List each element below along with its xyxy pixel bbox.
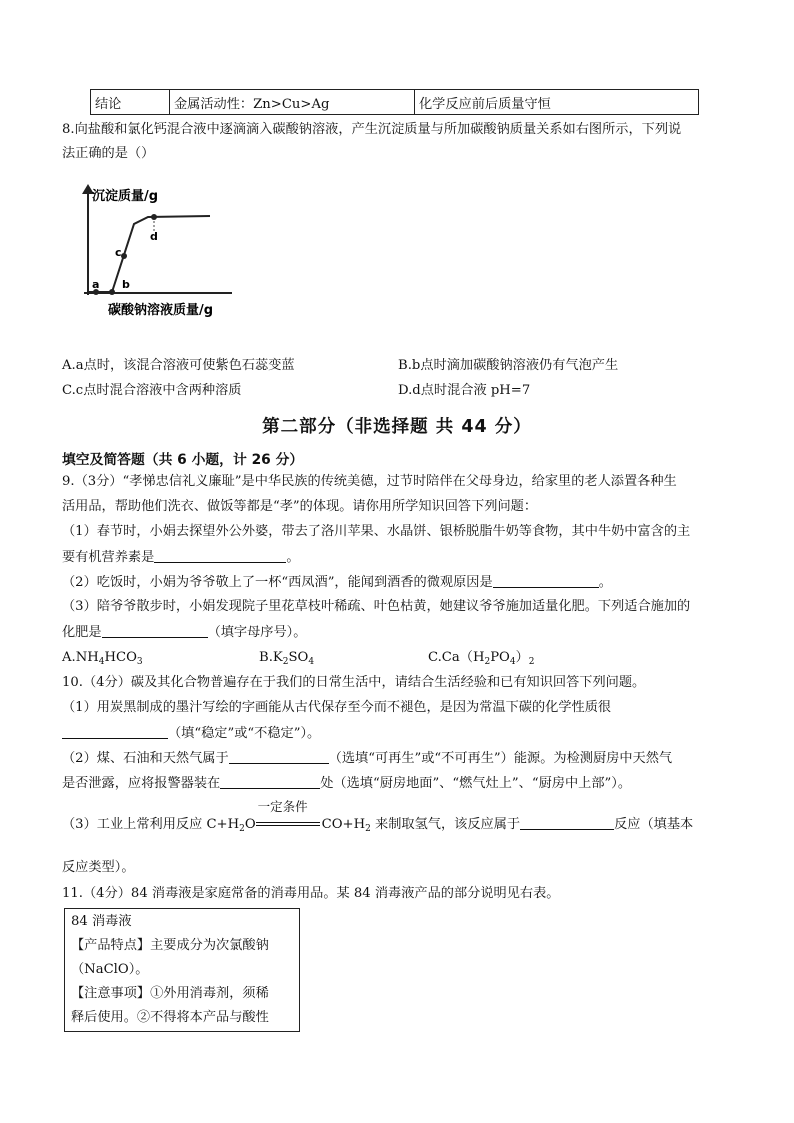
q9-line1: 9.（3分）“孝悌忠信礼义廉耻”是中华民族的传统美德，过节时陪伴在父母身边，给家里的老人添置各种生 [62,474,677,489]
point-label-c: c [115,246,122,259]
q9-part1-line2: 要有机营养素是 。 [62,550,300,565]
box-line: 【产品特点】主要成分为次氯酸钠 [71,938,269,953]
answer-blank[interactable] [220,774,320,789]
table-cell: 金属活动性：Zn>Cu>Ag [170,90,415,115]
q9-part3-line2: 化肥是 （填字母序号）。 [62,625,307,640]
x-axis-label: 碳酸钠溶液质量/g [108,303,214,318]
table-cell: 结论 [91,90,170,115]
series-line [88,216,210,292]
product-info-box [64,908,300,1032]
q10-part2-line1: （2）煤、石油和天然气属于 （选填“可再生”或“不可再生”）能源。为检测厨房中天然气 [62,751,673,766]
q8-stem-line1: 8.向盐酸和氯化钙混合液中逐滴滴入碳酸钠溶液，产生沉淀质量与所加碳酸钠质量关系如右图所示，下列说 [62,122,682,137]
answer-blank[interactable] [520,815,614,830]
section-subtitle: 填空及简答题（共 6 小题，计 26 分） [62,452,304,468]
table-row [91,90,699,115]
section-title: 第二部分（非选择题 共 44 分） [262,417,532,437]
point-label-a: a [92,278,100,291]
q10-part3: （3）工业上常利用反应 $C+H_2O$ 一定条件 $CO+H_2$ 来制取氢气，该反应属于 反应（填基本 [62,798,694,834]
q9-part3-line1: （3）陪爷爷散步时，小娟发现院子里花草枝叶稀疏、叶色枯黄，她建议爷爷施加适量化肥。下列适合施加的 [62,599,691,614]
q8-option-c: C.c点时混合溶液中含两种溶质 [62,383,242,398]
conclusion-table [90,89,699,115]
q11-line1: 11.（4分）84 消毒液是家庭常备的消毒用品。某 84 消毒液产品的部分说明见右表。 [62,886,560,901]
point-d [151,214,157,220]
y-axis-label: 沉淀质量/g [92,189,159,204]
answer-blank[interactable] [62,724,168,739]
q10-part3-line2: 反应类型）。 [62,860,135,875]
q9-option-a: $A.NH_4HCO_3$ [62,650,143,667]
answer-blank[interactable] [154,548,286,563]
q9-line2: 活用品，帮助他们洗衣、做饭等都是“孝”的体现。请你用所学知识回答下列问题： [62,499,538,514]
q8-option-d: D.d点时混合液 pH=7 [398,383,531,398]
point-label-b: b [122,278,130,291]
box-line: （NaClO）。 [71,962,149,977]
point-b [109,289,115,295]
q8-stem-line2: 法正确的是（） [62,146,155,161]
q10-line1: 10.（4分）碳及其化合物普遍存在于我们的日常生活中，请结合生活经验和已有知识回答下列问题。 [62,675,646,690]
precipitate-chart [70,180,260,320]
q8-option-b: B.b点时滴加碳酸钠溶液仍有气泡产生 [398,358,619,373]
reaction-condition-text: 一定条件 [257,798,308,814]
point-c [121,253,127,259]
answer-blank[interactable] [229,749,329,764]
box-line: 【注意事项】①外用消毒剂，须稀 [71,986,269,1001]
q10-part2-line2: 是否泄露，应将报警器装在 处（选填“厨房地面”、“燃气灶上”、“厨房中上部”）。 [62,776,632,791]
q10-part1-line1: （1）用炭黑制成的墨汁写绘的字画能从古代保存至今而不褪色，是因为常温下碳的化学性质很 [62,700,612,715]
answer-blank[interactable] [493,573,599,588]
q9-part2: （2）吃饭时，小娟为爷爷敬上了一杯“西凤酒”，能闻到酒香的微观原因是 。 [62,575,612,590]
table-cell: 化学反应前后质量守恒 [415,90,699,115]
q9-part1-line1: （1）春节时，小娟去探望外公外婆，带去了洛川苹果、水晶饼、银桥脱脂牛奶等食物，其中牛奶中富含的主 [62,524,691,539]
q8-option-a: A.a点时，该混合溶液可使紫色石蕊变蓝 [62,358,295,373]
reaction-condition-arrow [256,798,322,832]
q9-option-c: $C.Ca(H_2PO_4)_2$ [428,650,535,667]
q10-part1-line2: （填“稳定”或“不稳定”）。 [62,724,320,743]
answer-blank[interactable] [102,623,208,638]
q9-option-b: $B.K_2SO_4$ [259,650,315,667]
box-title: 84 消毒液 [71,914,132,929]
point-label-d: d [150,230,158,243]
box-line: 释后使用。②不得将本产品与酸性 [71,1010,269,1025]
